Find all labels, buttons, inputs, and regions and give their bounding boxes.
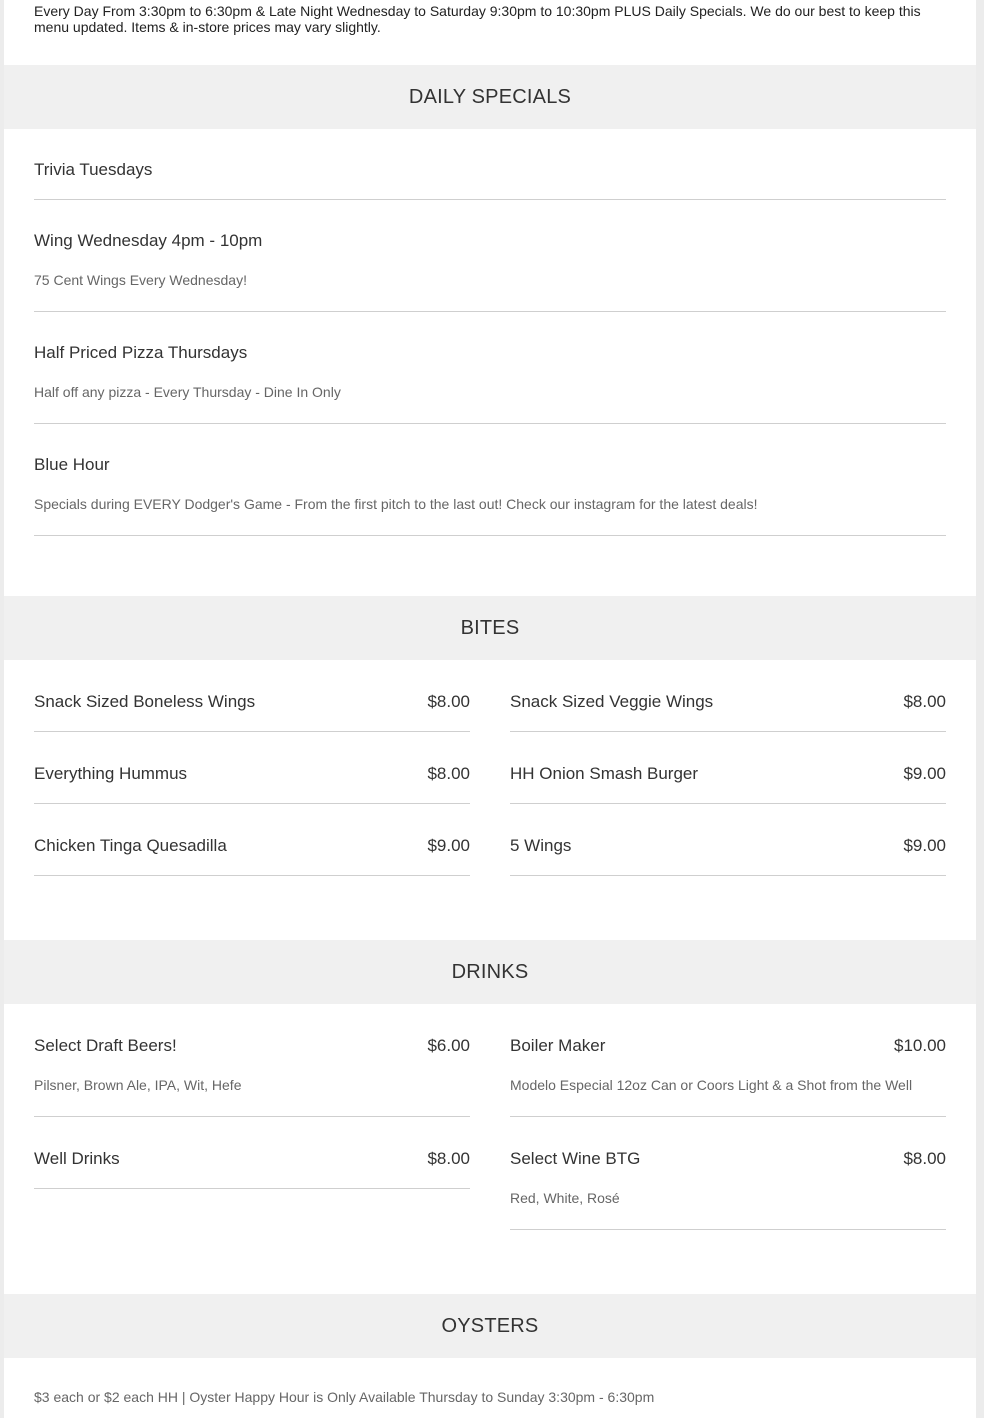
section-header-oysters: OYSTERS [4,1294,976,1358]
menu-item-price: $8.00 [427,764,470,783]
menu-item-well-drinks [34,1139,470,1189]
special-item-name: Wing Wednesday 4pm - 10pm [34,231,263,250]
special-item-name: Trivia Tuesdays [34,160,153,179]
special-item-trivia-tuesdays [34,150,946,200]
menu-item-select-draft-beers [34,1026,470,1117]
menu-item-boneless-wings [34,682,470,732]
menu-item-name: HH Onion Smash Burger [510,764,699,783]
menu-item-name: Snack Sized Veggie Wings [510,692,714,711]
special-item-name: Half Priced Pizza Thursdays [34,343,248,362]
menu-item-desc: Modelo Especial 12oz Can or Coors Light & a Shot from the Well [510,1077,913,1093]
menu-item-veggie-wings [510,682,946,732]
menu-item-price: $8.00 [903,1149,946,1168]
menu-item-price: $9.00 [903,764,946,783]
special-item-wing-wednesday [34,221,946,312]
special-item-name: Blue Hour [34,455,110,474]
menu-item-name: Select Wine BTG [510,1149,641,1168]
menu-item-name: Select Draft Beers! [34,1036,177,1055]
menu-item-select-wine-btg [510,1139,946,1230]
special-item-desc: Half off any pizza - Every Thursday - Dine In Only [34,384,341,400]
special-item-half-priced-pizza [34,333,946,424]
menu-item-5-wings [510,826,946,876]
menu-item-boiler-maker [510,1026,946,1117]
menu-item-price: $10.00 [894,1036,946,1055]
menu-item-everything-hummus [34,754,470,804]
menu-item-price: $6.00 [427,1036,470,1055]
oyster-note: $3 each or $2 each HH | Oyster Happy Hour is Only Available Thursday to Sunday 3:30pm - 6:30pm [34,1389,655,1405]
section-header-bites: BITES [4,596,976,660]
menu-item-price: $9.00 [427,836,470,855]
menu-item-onion-smash-burger [510,754,946,804]
section-header-daily-specials: DAILY SPECIALS [4,65,976,129]
menu-item-price: $9.00 [903,836,946,855]
menu-item-name: Chicken Tinga Quesadilla [34,836,227,855]
special-item-desc: Specials during EVERY Dodger's Game - From the first pitch to the last out! Check our instagram for the latest deals! [34,496,758,512]
menu-item-name: Snack Sized Boneless Wings [34,692,256,711]
menu-page [4,0,976,1418]
menu-item-price: $8.00 [427,1149,470,1168]
menu-item-name: 5 Wings [510,836,572,855]
menu-item-price: $8.00 [903,692,946,711]
special-item-desc: 75 Cent Wings Every Wednesday! [34,272,247,288]
special-item-blue-hour [34,445,946,536]
menu-item-chicken-tinga-quesadilla [34,826,470,876]
menu-item-name: Boiler Maker [510,1036,606,1055]
menu-item-name: Everything Hummus [34,764,188,783]
intro-text: Every Day From 3:30pm to 6:30pm & Late Night Wednesday to Saturday 9:30pm to 10:30pm PLUS Daily Specials. We do our best to keep this menu updated. Items & in-store prices may vary slightly. [34,3,921,35]
menu-item-price: $8.00 [427,692,470,711]
section-header-drinks: DRINKS [4,940,976,1004]
menu-item-name: Well Drinks [34,1149,120,1168]
menu-item-desc: Red, White, Rosé [510,1190,620,1206]
menu-item-desc: Pilsner, Brown Ale, IPA, Wit, Hefe [34,1077,242,1093]
